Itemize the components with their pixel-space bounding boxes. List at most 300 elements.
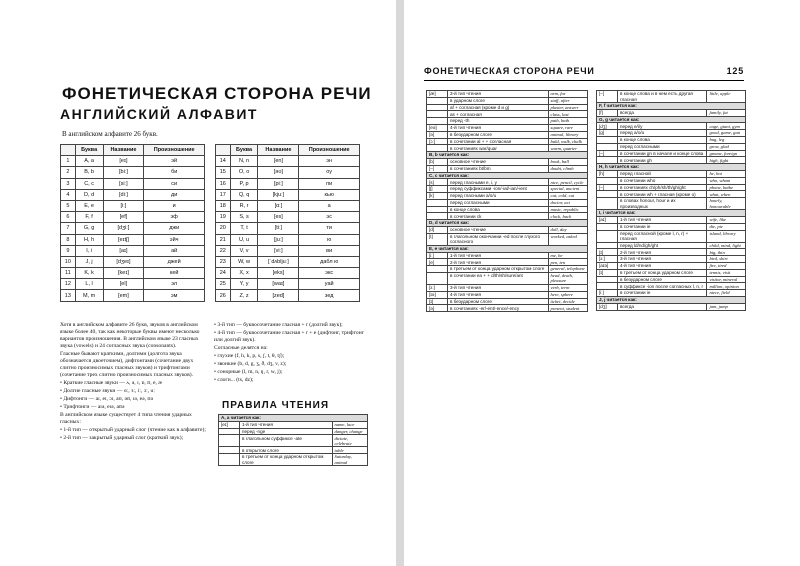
- rule-row: [427, 291, 588, 298]
- example-cell: music, republic: [548, 206, 587, 213]
- alphabet-row: [61, 234, 360, 245]
- alphabet-cell: 15: [215, 167, 230, 178]
- example-cell: cat, cold, cut: [548, 192, 587, 199]
- rule-cell: в глагольном окончании -ed после глухого согласного: [448, 233, 549, 245]
- alphabet-cell: [siː]: [103, 178, 144, 189]
- page-title: ФОНЕТИЧЕСКАЯ СТОРОНА РЕЧИ: [62, 84, 372, 103]
- alphabet-cell: [es]: [258, 212, 299, 223]
- rule-cell: перед -th: [448, 118, 549, 125]
- example-cell: visitor, mineral: [707, 276, 746, 283]
- example-cell: tennis, visit: [707, 269, 746, 276]
- rule-row: [597, 177, 746, 184]
- alphabet-cell: H, h: [75, 234, 103, 245]
- rule-cell: в сочетании gn в начале и конце слова: [618, 150, 707, 157]
- example-cell: special, ancient: [548, 186, 587, 193]
- rule-cell: в сочетании ie: [618, 290, 707, 297]
- rule-row: [597, 256, 746, 263]
- alphabet-cell: [biː]: [103, 167, 144, 178]
- alphabet-cell: [viː]: [258, 245, 299, 256]
- alphabet-cell: [en]: [258, 156, 299, 167]
- phoneme-cell: [597, 143, 618, 150]
- rule-cell: в глагольном суффиксе -ate: [240, 435, 333, 447]
- paragraph: • звонкие (b, d, g, ʒ, ð, dʒ, v, z);: [214, 361, 287, 367]
- phoneme-cell: [597, 177, 618, 184]
- phoneme-cell: [427, 266, 448, 273]
- alphabet-cell: A, a: [75, 156, 103, 167]
- rule-row: [427, 186, 588, 193]
- example-cell: pen, ten: [548, 259, 587, 266]
- paragraph: В английском языке существует 4 типа чтения ударных гласных:: [60, 412, 192, 425]
- phoneme-cell: [597, 191, 618, 198]
- phoneme-cell: [t]: [427, 233, 448, 245]
- rule-cell: в ударном слоге: [448, 97, 549, 104]
- alphabet-cell: 11: [61, 268, 76, 279]
- rule-cell: в сочетаниях ch/ph/sh/th/gh/ght: [618, 184, 707, 191]
- gap-cell: [204, 200, 215, 211]
- rule-row: [427, 305, 588, 312]
- rule-cell: в суффиксе -ion после согласных l, n, r: [618, 283, 707, 290]
- alphabet-cell: 2: [61, 167, 76, 178]
- alphabet-cell: K, k: [75, 268, 103, 279]
- phoneme-cell: [ə]: [427, 131, 448, 138]
- rule-cell: 1-й тип чтения: [618, 216, 707, 223]
- phoneme-cell: [597, 157, 618, 164]
- rule-cell: 3-й тип чтения: [448, 91, 549, 98]
- rule-cell: всегда: [618, 303, 707, 310]
- alphabet-cell: 6: [61, 212, 76, 223]
- alphabet-cell: [ˈdʌbljuː]: [258, 256, 299, 267]
- rule-letter-header: [597, 116, 746, 123]
- example-cell: good, game, gun: [707, 130, 746, 137]
- rule-cell: перед согласной (кроме l, n, r) + гласная: [618, 230, 707, 242]
- rule-row: [597, 136, 746, 143]
- alphabet-cell: 12: [61, 279, 76, 290]
- phoneme-cell: [s]: [427, 179, 448, 186]
- alphabet-row: [61, 223, 360, 234]
- rule-cell: в безударном слоге: [618, 276, 707, 283]
- example-cell: bald, walk, chalk: [548, 138, 587, 145]
- rule-row: [427, 131, 588, 138]
- section-title: АНГЛИЙСКИЙ АЛФАВИТ: [60, 106, 258, 122]
- rule-row: [427, 158, 588, 165]
- alphabet-cell: 3: [61, 178, 76, 189]
- rule-letter-header: [597, 164, 746, 171]
- rule-row: [427, 266, 588, 273]
- phoneme-cell: [–]: [597, 150, 618, 157]
- example-cell: million, opinion: [707, 283, 746, 290]
- alphabet-cell: ти: [299, 223, 360, 234]
- example-cell: table: [332, 447, 367, 454]
- alphabet-cell: D, d: [75, 189, 103, 200]
- phoneme-cell: [427, 118, 448, 125]
- alphabet-cell: ди: [144, 189, 205, 200]
- letter-header-cell: J, j читается как:: [597, 296, 746, 303]
- rule-row: [597, 262, 746, 269]
- alphabet-cell: G, g: [75, 223, 103, 234]
- rule-letter-header: [427, 220, 588, 227]
- example-cell: family, fat: [707, 109, 746, 116]
- example-cell: square, rare: [548, 124, 587, 131]
- example-cell: dictate, celebrate: [332, 435, 367, 447]
- alphabet-row: [61, 200, 360, 211]
- phoneme-cell: [aɪ]: [597, 216, 618, 223]
- rule-row: [427, 179, 588, 186]
- phoneme-cell: [ɪə]: [427, 291, 448, 298]
- phoneme-cell: [ʃ]: [427, 186, 448, 193]
- letter-header-cell: C, c читается как:: [427, 172, 588, 179]
- rules-table-col-1: [426, 90, 588, 312]
- alphabet-cell: [iː]: [103, 200, 144, 211]
- alphabet-cell: [diː]: [103, 189, 144, 200]
- rule-row: [427, 259, 588, 266]
- example-cell: bag, leg: [707, 136, 746, 143]
- header-cell: Название: [258, 145, 299, 156]
- phoneme-cell: [427, 104, 448, 111]
- phoneme-cell: [ɔː]: [427, 138, 448, 145]
- rule-row: [597, 249, 746, 256]
- rule-row: [427, 213, 588, 220]
- alphabet-cell: [dʒiː]: [103, 223, 144, 234]
- alphabet-cell: и: [144, 200, 205, 211]
- phoneme-cell: [dʒ]: [597, 123, 618, 130]
- rule-cell: 3-й тип чтения: [618, 256, 707, 263]
- alphabet-cell: экс: [299, 268, 360, 279]
- paragraph: Согласные делятся на:: [214, 345, 268, 351]
- alphabet-cell: [el]: [103, 279, 144, 290]
- rule-row: [427, 104, 588, 111]
- alphabet-cell: [eɪtʃ]: [103, 234, 144, 245]
- rule-cell: в сочетании gh: [618, 157, 707, 164]
- phoneme-cell: [219, 428, 240, 435]
- alphabet-cell: 26: [215, 290, 230, 301]
- alphabet-cell: J, j: [75, 256, 103, 267]
- paragraph: • 4-й тип — буквосочетание гласная + r + e (дифтонг, трифтонг или долгий звук).: [214, 330, 365, 343]
- rule-row: [427, 298, 588, 305]
- alphabet-cell: X, x: [230, 268, 258, 279]
- alphabet-cell: 17: [215, 189, 230, 200]
- alphabet-row: [61, 268, 360, 279]
- alphabet-row: [61, 167, 360, 178]
- alphabet-cell: N, n: [230, 156, 258, 167]
- example-cell: here, sphere: [548, 291, 587, 298]
- rule-row: [597, 290, 746, 297]
- alphabet-cell: 22: [215, 245, 230, 256]
- paragraph: • 3-й тип — буквосочетание гласная + r (долгий звук);: [214, 322, 343, 328]
- rule-cell: в третьем от конца ударном слоге: [618, 269, 707, 276]
- phoneme-cell: [427, 97, 448, 104]
- text-column-1: [60, 322, 210, 443]
- example-cell: plaster, answer: [548, 104, 587, 111]
- phoneme-cell: [ə]: [427, 305, 448, 312]
- rule-cell: в сочетании wh + гласная (кроме o): [618, 191, 707, 198]
- phoneme-cell: [219, 454, 240, 466]
- paragraph: • 1-й тип — открытый ударный слог (чтение как в алфавите);: [60, 427, 206, 433]
- example-cell: ticket, decide: [548, 298, 587, 305]
- example-cell: verb, term: [548, 284, 587, 291]
- example-cell: doubt, climb: [548, 165, 587, 172]
- gap-cell: [204, 279, 215, 290]
- gap-cell: [204, 245, 215, 256]
- rule-row: [219, 428, 368, 435]
- rule-row: [597, 242, 746, 249]
- alphabet-cell: E, e: [75, 200, 103, 211]
- running-header: [424, 66, 744, 81]
- rule-row: [427, 284, 588, 291]
- alphabet-cell: U, u: [230, 234, 258, 245]
- phoneme-cell: [427, 111, 448, 118]
- alphabet-cell: оу: [299, 167, 360, 178]
- alphabet-row: [61, 178, 360, 189]
- rule-cell: в третьем от конца ударном открытом слоге: [448, 266, 549, 273]
- rule-cell: в словах honour, hour и их производных: [618, 198, 707, 210]
- example-cell: he, hot: [707, 170, 746, 177]
- gap-cell: [204, 212, 215, 223]
- alphabet-cell: эм: [144, 290, 205, 301]
- example-cell: who, whom: [707, 177, 746, 184]
- phoneme-cell: [597, 283, 618, 290]
- rule-cell: всегда: [618, 109, 707, 116]
- alphabet-cell: 10: [61, 256, 76, 267]
- gap-cell: [204, 268, 215, 279]
- paragraph: • Краткие гласные звуки — ʌ, ə, ɪ, ɒ, ʊ, e, æ: [60, 380, 163, 386]
- alphabet-cell: R, r: [230, 200, 258, 211]
- rule-row: [597, 230, 746, 242]
- alphabet-cell: Q, q: [230, 189, 258, 200]
- paragraph: Хотя в английском алфавите 26 букв, звуков в английском языке более 40, так как некоторые буквы имеют несколько вариантов произношения. В английском языке 23 гласных звука (vowels) и 24 согласных звука (consonants).: [60, 322, 200, 349]
- phoneme-cell: [–]: [427, 165, 448, 172]
- text-column-2: [214, 322, 364, 385]
- phoneme-cell: [597, 223, 618, 230]
- example-cell: child, mind, light: [707, 242, 746, 249]
- alphabet-cell: эн: [299, 156, 360, 167]
- phoneme-cell: [597, 136, 618, 143]
- rule-row: [597, 157, 746, 164]
- rule-letter-header: [597, 296, 746, 303]
- alphabet-cell: 9: [61, 245, 76, 256]
- rule-cell: в сочетаниях war/quar: [448, 145, 549, 152]
- rule-row: [427, 199, 588, 206]
- alphabet-cell: 4: [61, 189, 76, 200]
- rule-cell: в сочетании ea + + d/th/sh/sure/ant: [448, 272, 549, 284]
- alphabet-cell: [waɪ]: [258, 279, 299, 290]
- phoneme-cell: [b]: [427, 158, 448, 165]
- rule-cell: в безударном слоге: [448, 131, 549, 138]
- header-cell: [215, 145, 230, 156]
- alphabet-cell: а: [299, 200, 360, 211]
- phoneme-cell: [iː]: [427, 252, 448, 259]
- alphabet-cell: W, w: [230, 256, 258, 267]
- alphabet-header-row: [61, 145, 360, 156]
- phoneme-cell: [ɪ]: [597, 249, 618, 256]
- alphabet-cell: 21: [215, 234, 230, 245]
- left-page: [0, 0, 396, 566]
- header-cell: Буква: [75, 145, 103, 156]
- alphabet-cell: 8: [61, 234, 76, 245]
- rule-cell: в сочетании ck: [448, 213, 549, 220]
- rule-cell: перед согласными: [618, 143, 707, 150]
- rule-row: [427, 138, 588, 145]
- phoneme-cell: [iː]: [597, 290, 618, 297]
- rule-cell: 1-й тип чтения: [448, 252, 549, 259]
- alphabet-cell: [eɪ]: [103, 156, 144, 167]
- example-cell: big, thin: [707, 249, 746, 256]
- example-cell: phone, bathe: [707, 184, 746, 191]
- book-gutter: [396, 0, 404, 566]
- example-cell: die, pie: [707, 223, 746, 230]
- phoneme-cell: [597, 230, 618, 242]
- phoneme-cell: [eɪ]: [219, 421, 240, 428]
- example-cell: island, library: [707, 230, 746, 242]
- alphabet-cell: [əʊ]: [258, 167, 299, 178]
- phoneme-cell: [e]: [427, 259, 448, 266]
- rule-row: [427, 118, 588, 125]
- example-cell: Saturday, animal: [332, 454, 367, 466]
- letter-header-cell: F, f читается как:: [597, 103, 746, 110]
- alphabet-cell: кью: [299, 189, 360, 200]
- gap-cell: [204, 256, 215, 267]
- alphabet-cell: 24: [215, 268, 230, 279]
- phoneme-cell: [k]: [427, 192, 448, 199]
- rule-row: [427, 97, 588, 104]
- example-cell: present, student: [548, 305, 587, 312]
- rule-row: [219, 447, 368, 454]
- example-cell: animal, library: [548, 131, 587, 138]
- example-cell: little, apple: [707, 91, 746, 103]
- rule-cell: перед суффиксами -ion/-ial/-ian/-ient: [448, 186, 549, 193]
- alphabet-cell: O, o: [230, 167, 258, 178]
- rule-row: [427, 124, 588, 131]
- phoneme-cell: [597, 242, 618, 249]
- rules-title: ПРАВИЛА ЧТЕНИЯ: [222, 400, 330, 411]
- alphabet-cell: 25: [215, 279, 230, 290]
- example-cell: grow, glad: [707, 143, 746, 150]
- example-cell: book, ball: [548, 158, 587, 165]
- alphabet-table: [60, 144, 360, 302]
- phoneme-cell: [æ]: [427, 91, 448, 98]
- rule-cell: в сочетаниях bt/bm: [448, 165, 549, 172]
- rule-cell: перед гласной: [618, 170, 707, 177]
- rule-row: [597, 123, 746, 130]
- rule-row: [597, 130, 746, 137]
- rules-table-col-2: [596, 90, 746, 311]
- rule-cell: 4-й тип чтения: [448, 291, 549, 298]
- rule-row: [427, 206, 588, 213]
- alphabet-cell: [kjuː]: [258, 189, 299, 200]
- rule-row: [597, 269, 746, 276]
- alphabet-cell: Z, z: [230, 290, 258, 301]
- alphabet-cell: 5: [61, 200, 76, 211]
- alphabet-cell: пи: [299, 178, 360, 189]
- rule-cell: 2-й тип чтения: [448, 259, 549, 266]
- alphabet-cell: зед: [299, 290, 360, 301]
- rule-letter-header: [427, 152, 588, 159]
- alphabet-cell: F, f: [75, 212, 103, 223]
- letter-header-cell: D, d читается как:: [427, 220, 588, 227]
- phoneme-cell: [g]: [597, 130, 618, 137]
- rule-cell: 4-й тип чтения: [618, 262, 707, 269]
- example-cell: clock, back: [548, 213, 587, 220]
- rule-row: [597, 170, 746, 177]
- example-cell: general, telephone: [548, 266, 587, 273]
- alphabet-cell: I, i: [75, 245, 103, 256]
- rule-cell: в сочетании al + + согласная: [448, 138, 549, 145]
- example-cell: doll, day: [548, 226, 587, 233]
- alphabet-row: [61, 156, 360, 167]
- phoneme-cell: [aɪə]: [597, 262, 618, 269]
- gap-cell: [204, 189, 215, 200]
- alphabet-cell: 19: [215, 212, 230, 223]
- example-cell: niece, field: [707, 290, 746, 297]
- alphabet-cell: [ef]: [103, 212, 144, 223]
- alphabet-cell: уай: [299, 279, 360, 290]
- phoneme-cell: [ɪ]: [427, 298, 448, 305]
- alphabet-cell: дабл ю: [299, 256, 360, 267]
- rule-row: [427, 226, 588, 233]
- rule-cell: в конце слова и в нем есть другая гласная: [618, 91, 707, 103]
- rule-cell: 2-й тип чтения: [618, 249, 707, 256]
- alphabet-cell: [eks]: [258, 268, 299, 279]
- alphabet-cell: [keɪ]: [103, 268, 144, 279]
- alphabet-body: [61, 156, 360, 301]
- phoneme-cell: [dʒ]: [597, 303, 618, 310]
- rule-row: [597, 276, 746, 283]
- rule-row: [427, 165, 588, 172]
- alphabet-cell: би: [144, 167, 205, 178]
- rule-row: [597, 143, 746, 150]
- rule-cell: перед гласными a/o/u: [448, 192, 549, 199]
- alphabet-cell: 18: [215, 200, 230, 211]
- phoneme-cell: [ɜː]: [597, 256, 618, 263]
- rule-cell: перед гласными e, i, y: [448, 179, 549, 186]
- example-cell: arm, far: [548, 91, 587, 98]
- alphabet-cell: ю: [299, 234, 360, 245]
- alphabet-cell: кей: [144, 268, 205, 279]
- phoneme-cell: [597, 276, 618, 283]
- intro-text: В английском алфавите 26 букв.: [62, 130, 158, 138]
- rule-row: [427, 252, 588, 259]
- alphabet-row: [61, 279, 360, 290]
- rule-row: [597, 283, 746, 290]
- rule-cell: в сочетании ie: [618, 223, 707, 230]
- paragraph: • Трифтонги — aɪə, eɪə, aʊə: [60, 404, 125, 410]
- rule-cell: основное чтение: [448, 226, 549, 233]
- alphabet-cell: ви: [299, 245, 360, 256]
- alphabet-cell: [tiː]: [258, 223, 299, 234]
- alphabet-cell: 1: [61, 156, 76, 167]
- rule-row: [597, 184, 746, 191]
- rule-cell: af + согласная (кроме d и g): [448, 104, 549, 111]
- example-cell: gnome, foreign: [707, 150, 746, 157]
- rule-cell: в конце слова: [448, 206, 549, 213]
- rule-cell: в сочетании who: [618, 177, 707, 184]
- example-cell: staff, after: [548, 97, 587, 104]
- alphabet-cell: [aɪ]: [103, 245, 144, 256]
- phoneme-cell: [427, 272, 448, 284]
- gap-cell: [204, 290, 215, 301]
- phoneme-cell: [ɪ]: [597, 269, 618, 276]
- example-cell: fire, tired: [707, 262, 746, 269]
- rule-letter-header: [219, 415, 368, 422]
- rule-row: [219, 435, 368, 447]
- gap-cell: [204, 167, 215, 178]
- letter-header-cell: A, a читается как:: [219, 415, 368, 422]
- alphabet-cell: 7: [61, 223, 76, 234]
- alphabet-cell: 13: [61, 290, 76, 301]
- header-cell: Произношение: [144, 145, 205, 156]
- phoneme-cell: [eə]: [427, 124, 448, 131]
- rule-row: [219, 454, 368, 466]
- gap-cell: [204, 145, 215, 156]
